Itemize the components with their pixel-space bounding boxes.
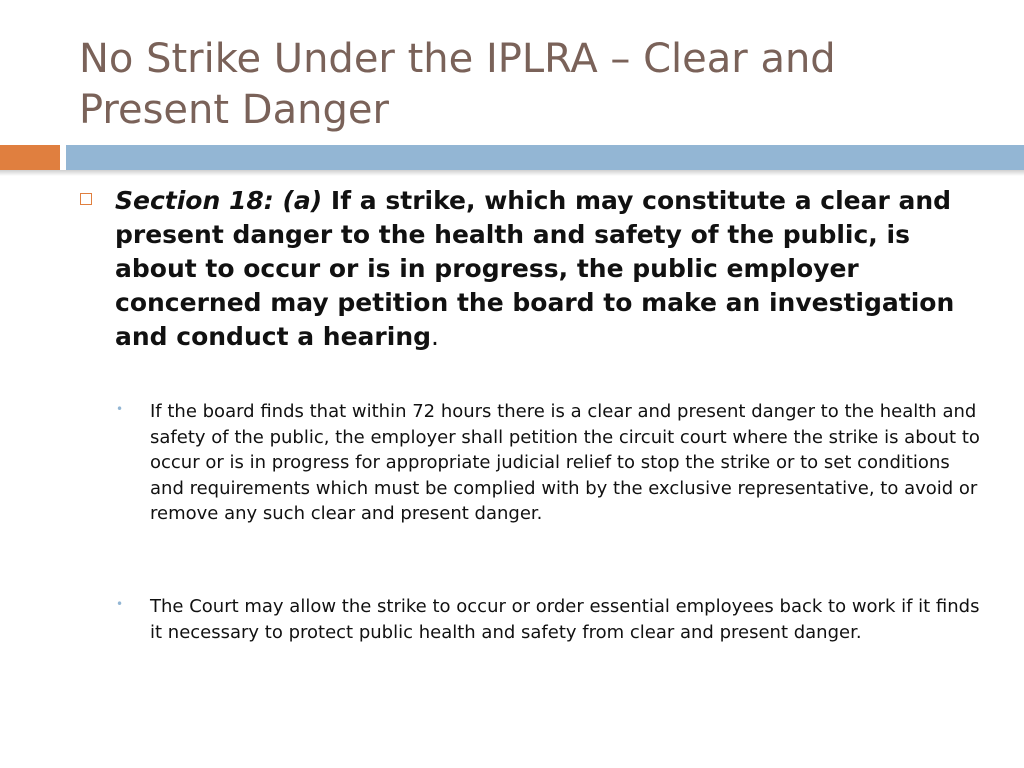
main-bullet-body: If a strike, which may constitute a clear and present danger to the health and safety of the public, is about to occur or is in progress, the public employer concerned may petition the board to make an investigation and conduct a hearing (115, 186, 955, 351)
section-reference: Section 18: (a) (115, 186, 323, 215)
hollow-square-bullet-icon (80, 193, 92, 205)
dot-bullet-icon: • (116, 597, 124, 611)
sub-bullet-text-1: If the board finds that within 72 hours there is a clear and present danger to the health and safety of the public, the employer shall petition the circuit court where the strike is about to occur or is in progress for appropriate judicial relief to stop the strike or to set conditions and requirements which must be complied with by the exclusive representative, to avoid or remove any such clear and present danger. (150, 401, 980, 524)
slide-title: No Strike Under the IPLRA – Clear and Present Danger (79, 36, 836, 133)
main-bullet-period: . (431, 322, 439, 351)
dot-bullet-icon: • (116, 402, 124, 416)
main-bullet-text (115, 184, 985, 354)
sub-bullet-text-2: The Court may allow the strike to occur or order essential employees back to work if it finds it necessary to protect public health and safety from clear and present danger. (150, 596, 980, 643)
